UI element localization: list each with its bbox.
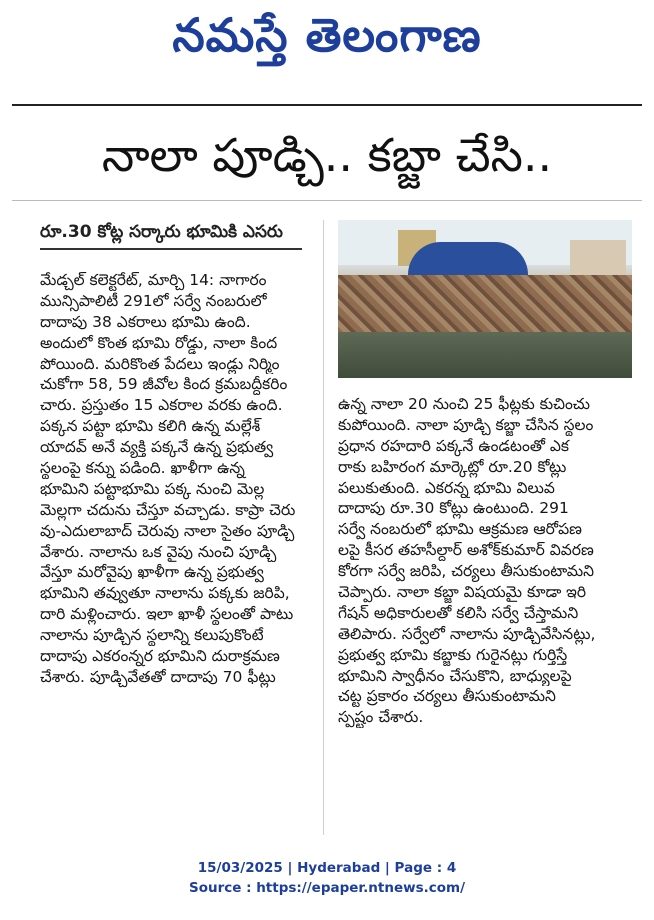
text-line: యాదవ్ అనే వ్యక్తి పక్కనే ఉన్న ప్రభుత్వ — [40, 438, 274, 457]
text-line: స్పష్టం చేశారు. — [338, 708, 424, 727]
text-line: చెప్పారు. నాలా కబ్జా విషయమై కూడా ఇరి — [338, 583, 587, 602]
photo-debris — [338, 275, 632, 335]
photo-nala-water — [338, 332, 632, 378]
text-line: కోరగా సర్వే జరిపి, చర్యలు తీసుకుంటామని — [338, 562, 595, 581]
text-line: చట్ట ప్రకారం చర్యలు తీసుకుంటామని — [338, 687, 556, 706]
article-photo — [338, 220, 632, 378]
text-line: మెల్లగా చదును చేస్తూ వచ్చాడు. కాప్రా చెరు — [40, 500, 296, 519]
subheadline-underline — [40, 248, 302, 250]
photo-tent — [408, 242, 528, 278]
headline: నాలా పూడ్చి.. కబ్జా చేసి.. — [101, 128, 553, 182]
footer-source: Source : https://epaper.ntnews.com/ — [188, 880, 466, 896]
text-line: చారు. ప్రస్తుతం 15 ఎకరాల వరకు ఉంది. — [40, 396, 283, 415]
masthead-logo: నమస్తే తెలంగాణ — [172, 8, 482, 62]
photo-building — [570, 240, 626, 280]
text-line: కుపోయింది. నాలా పూడ్చి కబ్జా చేసిన స్థలం — [338, 415, 594, 434]
text-line: భూమిని స్వాధీనం చేసుకొని, బాధ్యులపై — [338, 666, 572, 685]
text-line: రాకు బహిరంగ మార్కెట్లో రూ.20 కోట్లు — [338, 457, 567, 476]
text-line: దాదాపు రూ.30 కోట్లు ఉంటుంది. 291 — [338, 499, 569, 518]
headline-divider — [12, 200, 642, 201]
text-line: దారి మళ్లించారు. ఇలా ఖాళీ స్థలంతో పాటు — [40, 605, 294, 624]
column-divider — [323, 220, 324, 835]
text-line: ప్రధాన రహదారి పక్కనే ఉండటంతో ఎక — [338, 436, 570, 455]
text-line: వేస్తూ మరోవైపు ఖాళీగా ఉన్న ప్రభుత్వ — [40, 563, 264, 582]
footer-dateline: 15/03/2025 | Hyderabad | Page : 4 — [197, 860, 457, 876]
text-line: తెలిపారు. సర్వేలో నాలాను పూడ్చివేసినట్లు, — [338, 624, 596, 643]
masthead-divider — [12, 104, 642, 106]
text-line: దాదాపు 38 ఎకరాలు భూమి ఉంది. — [40, 312, 251, 331]
text-line: పక్కన పట్టా భూమి కలిగి ఉన్న మల్లేశ్ — [40, 417, 261, 436]
text-line: స్థలంపై కన్ను పడింది. ఖాళీగా ఉన్న — [40, 459, 245, 478]
text-line: పలుకుతుంది. ఎకరన్న భూమి విలువ — [338, 478, 555, 497]
text-line: గేషన్ అధికారులతో కలిసి సర్వే చేస్తామని — [338, 603, 579, 622]
text-line: అందులో కొంత భూమి రోడ్డు, నాలా కింద — [40, 333, 278, 352]
text-line: వేశారు. నాలాను ఒక వైపు నుంచి పూడ్చి — [40, 542, 277, 561]
subheadline: రూ.30 కోట్ల సర్కారు భూమికి ఎసరు — [40, 222, 283, 242]
text-line: మేడ్చల్ కలెక్టరేట్, మార్చి 14: నాగారం — [40, 271, 267, 289]
text-line: భూమిని పట్టాభూమి పక్క నుంచి మెల్ల — [40, 479, 265, 498]
text-line: ఉన్న నాలా 20 నుంచి 25 ఫీట్లకు కుచించు — [338, 395, 590, 413]
text-line: పోయింది. మరికొంత పేదలు ఇండ్లు నిర్మిం — [40, 354, 280, 373]
text-line: వు-ఎదులాబాద్ చెరువు నాలా సైతం పూడ్చి — [40, 521, 295, 540]
text-line: చేశారు. పూడ్చివేతతో దాదాపు 70 ఫీట్లు — [40, 667, 276, 686]
text-line: మున్సిపాలిటీ 291లో సర్వే నంబరులో — [40, 291, 267, 310]
article-column-left — [40, 270, 310, 688]
text-line: చుకోగా 58, 59 జీవోల కింద క్రమబద్ధీకరిం — [40, 375, 288, 394]
text-line: దాదాపు ఎకరంన్నర భూమిని దురాక్రమణ — [40, 647, 280, 666]
text-line: లపై కీసర తహసీల్దార్ అశోక్‌కుమార్ వివరణ — [338, 541, 594, 560]
text-line: నాలాను పూడ్చిన స్థలాన్ని కలుపుకొంటే — [40, 626, 264, 645]
text-line: ప్రభుత్వ భూమి కబ్జాకు గురైనట్లు గుర్తిస్తే — [338, 645, 568, 664]
text-line: సర్వే నంబరులో భూమి ఆక్రమణ ఆరోపణ — [338, 520, 582, 539]
article-column-right — [338, 394, 632, 728]
text-line: భూమిని తవ్వుతూ నాలాను పక్కకు జరిపి, — [40, 584, 290, 603]
